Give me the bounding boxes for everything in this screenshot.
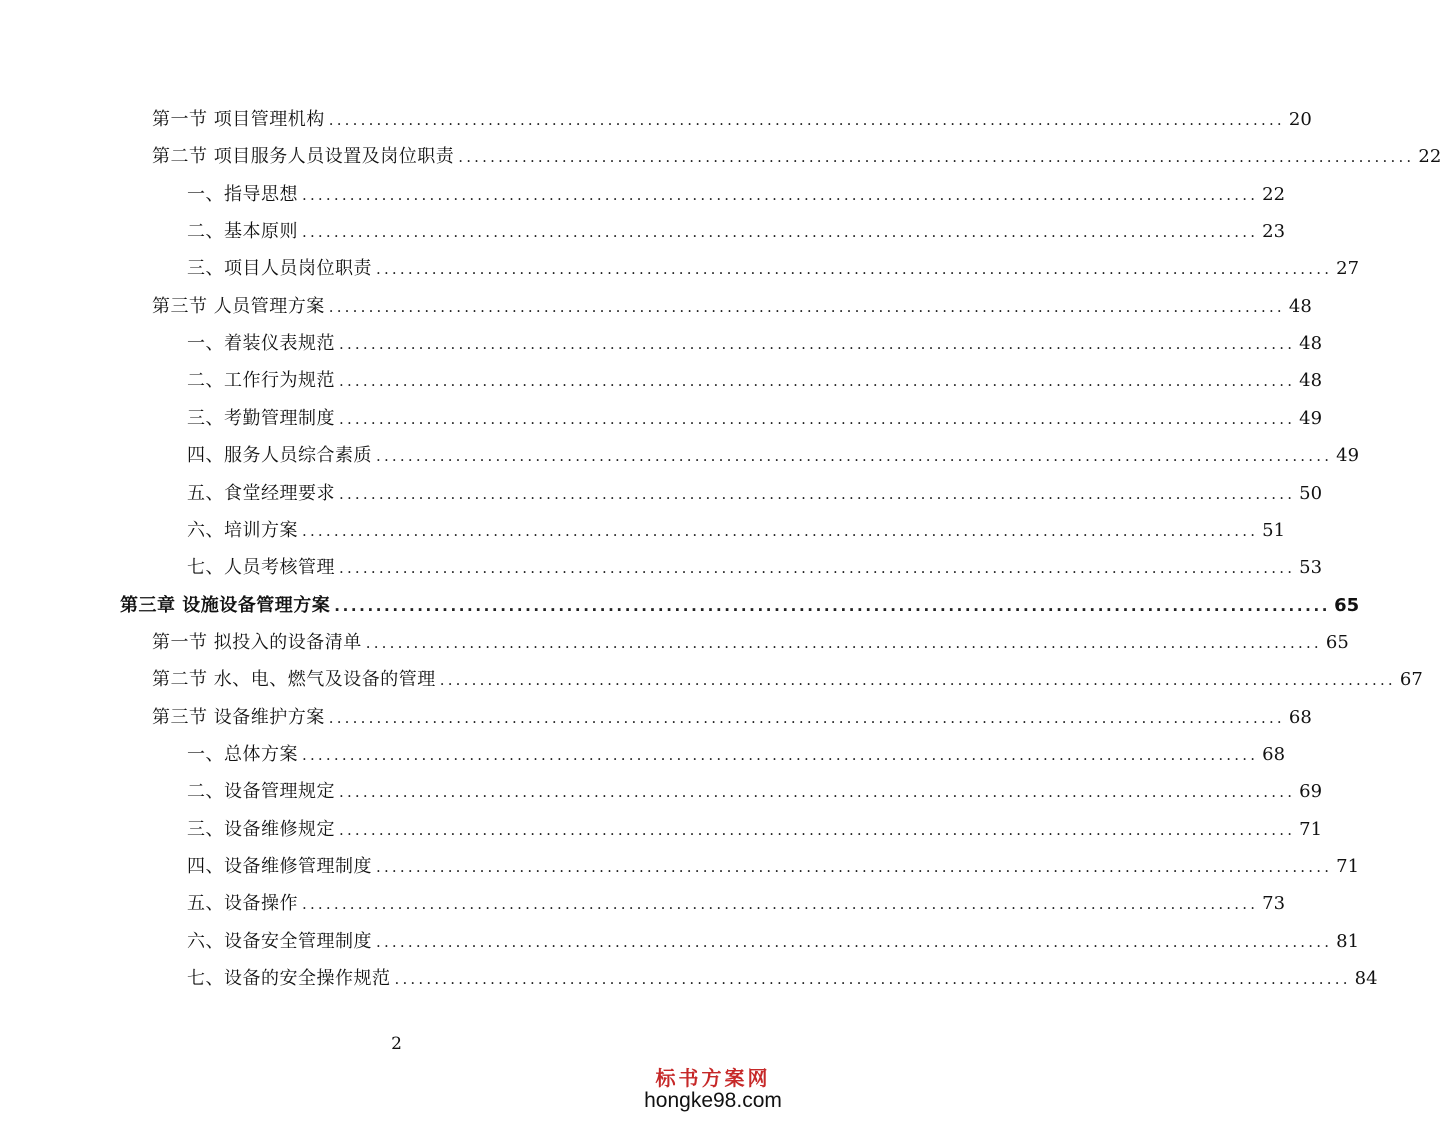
toc-entry-page: 20: [1288, 109, 1312, 130]
page-number: 2: [391, 1034, 402, 1054]
toc-leader-dots: ........................................................................................................................: [339, 372, 1296, 391]
toc-leader-dots: ........................................................................................................................: [339, 335, 1296, 354]
toc-entry-label: 四、服务人员综合素质: [187, 445, 372, 467]
toc-leader-dots: ........................................................................................................................: [458, 148, 1415, 167]
toc-entry-page: 50: [1299, 482, 1323, 504]
toc-entry[interactable]: [187, 218, 1286, 246]
toc-entry[interactable]: [187, 517, 1286, 545]
toc-leader-dots: ........................................................................................................................: [339, 409, 1296, 428]
toc-entry[interactable]: [152, 293, 1312, 321]
toc-entry-page: 53: [1299, 557, 1323, 579]
toc-leader-dots: ........................................................................................................................: [339, 559, 1296, 578]
toc-entry[interactable]: [187, 480, 1323, 508]
toc-leader-dots: ........................................................................................................................: [339, 484, 1296, 503]
toc-entry[interactable]: [187, 816, 1323, 844]
toc-entry-label: 六、培训方案: [187, 519, 298, 541]
watermark-url: hongke98.com: [644, 1089, 782, 1112]
toc-leader-dots: ........................................................................................................................: [302, 745, 1259, 764]
toc-entry[interactable]: [187, 255, 1360, 283]
toc-leader-dots: ........................................................................................................................: [439, 671, 1396, 690]
toc-entry-page: 22: [1418, 146, 1441, 168]
toc-leader-dots: ........................................................................................................................: [376, 932, 1333, 951]
toc-entry-label: 第一节 拟投入的设备清单: [152, 631, 362, 653]
toc-entry-page: 49: [1336, 445, 1360, 467]
toc-entry-label: 二、设备管理规定: [187, 781, 335, 803]
toc-entry-page: 81: [1336, 930, 1360, 952]
toc-leader-dots: ........................................................................................................................: [339, 783, 1296, 802]
toc-entry-page: 65: [1334, 594, 1360, 616]
toc-leader-dots: ........................................................................................................................: [328, 111, 1285, 129]
toc-entry-page: 71: [1299, 818, 1323, 840]
toc-entry[interactable]: [187, 778, 1323, 806]
toc-entry-label: 六、设备安全管理制度: [187, 930, 372, 952]
toc-leader-dots: ........................................................................................................................: [376, 260, 1333, 279]
toc-entry-page: 23: [1262, 221, 1286, 243]
toc-entry[interactable]: [152, 106, 1312, 134]
toc-entry-label: 二、工作行为规范: [187, 370, 335, 392]
toc-entry[interactable]: [187, 181, 1286, 209]
toc-leader-dots: ........................................................................................................................: [302, 895, 1259, 914]
toc-entry[interactable]: [187, 442, 1360, 470]
toc-leader-dots: ........................................................................................................................: [302, 521, 1259, 540]
toc-entry-page: 84: [1354, 968, 1378, 990]
toc-entry-label: 第三章 设施设备管理方案: [120, 594, 331, 616]
toc-entry-page: 27: [1336, 258, 1360, 280]
toc-entry-page: 68: [1262, 743, 1286, 765]
toc-leader-dots: ........................................................................................................................: [394, 970, 1351, 989]
toc-leader-dots: ........................................................................................................................: [334, 596, 1331, 615]
toc-entry-label: 五、食堂经理要求: [187, 482, 335, 504]
toc-entry-page: 51: [1262, 519, 1286, 541]
toc-entry-label: 一、总体方案: [187, 743, 298, 765]
toc-leader-dots: ........................................................................................................................: [339, 820, 1296, 839]
toc-leader-dots: ........................................................................................................................: [328, 297, 1285, 316]
toc-entry[interactable]: [152, 704, 1312, 732]
toc-entry[interactable]: [120, 592, 1360, 620]
toc-entry-label: 三、设备维修规定: [187, 818, 335, 840]
toc-entry[interactable]: [187, 928, 1360, 956]
toc-entry-page: 22: [1262, 183, 1286, 205]
toc-entry-page: 48: [1299, 333, 1323, 355]
toc-entry-label: 七、人员考核管理: [187, 557, 335, 579]
toc-entry[interactable]: [187, 853, 1360, 881]
toc-entry-label: 第二节 水、电、燃气及设备的管理: [152, 669, 436, 691]
toc-leader-dots: ........................................................................................................................: [328, 708, 1285, 727]
toc-entry[interactable]: [187, 367, 1323, 395]
toc-entry-page: 65: [1325, 631, 1349, 653]
toc-entry-label: 二、基本原则: [187, 221, 298, 243]
toc-leader-dots: ........................................................................................................................: [302, 185, 1259, 204]
toc-entry-label: 第一节 项目管理机构: [152, 109, 325, 130]
toc-entry-label: 七、设备的安全操作规范: [187, 968, 391, 990]
toc-entry-page: 71: [1336, 856, 1360, 877]
toc-entry-page: 48: [1299, 370, 1323, 392]
toc-entry[interactable]: [187, 965, 1378, 993]
toc-entry[interactable]: [152, 143, 1441, 171]
toc-leader-dots: ........................................................................................................................: [376, 858, 1333, 876]
toc-entry[interactable]: [187, 741, 1286, 769]
toc-entry-label: 三、考勤管理制度: [187, 407, 335, 429]
toc-entry-page: 67: [1399, 669, 1423, 691]
toc-entry-label: 一、指导思想: [187, 183, 298, 205]
toc-leader-dots: ........................................................................................................................: [302, 223, 1259, 242]
toc-entry-page: 68: [1288, 706, 1312, 728]
toc-entry-label: 三、项目人员岗位职责: [187, 258, 372, 280]
watermark: [643, 1066, 783, 1112]
toc-entry-label: 第三节 设备维护方案: [152, 706, 325, 728]
toc-entry-page: 49: [1299, 407, 1323, 429]
toc-entry[interactable]: [187, 890, 1286, 918]
toc-entry[interactable]: [187, 405, 1323, 433]
toc-entry[interactable]: [152, 629, 1349, 657]
toc-entry-label: 第三节 人员管理方案: [152, 295, 325, 317]
toc-leader-dots: ........................................................................................................................: [365, 633, 1322, 652]
toc-entry[interactable]: [187, 554, 1323, 582]
toc-entry[interactable]: [187, 330, 1323, 358]
toc-entry-label: 第二节 项目服务人员设置及岗位职责: [152, 146, 455, 168]
toc-entry-label: 五、设备操作: [187, 893, 298, 915]
toc-entry-page: 48: [1288, 295, 1312, 317]
watermark-title: 标书方案网: [655, 1066, 771, 1090]
toc-entry[interactable]: [152, 666, 1423, 694]
toc-entry-page: 69: [1299, 781, 1323, 803]
toc-leader-dots: ........................................................................................................................: [376, 447, 1333, 466]
toc-entry-page: 73: [1262, 893, 1286, 915]
toc-entry-label: 一、着装仪表规范: [187, 333, 335, 355]
toc-entry-label: 四、设备维修管理制度: [187, 856, 372, 877]
